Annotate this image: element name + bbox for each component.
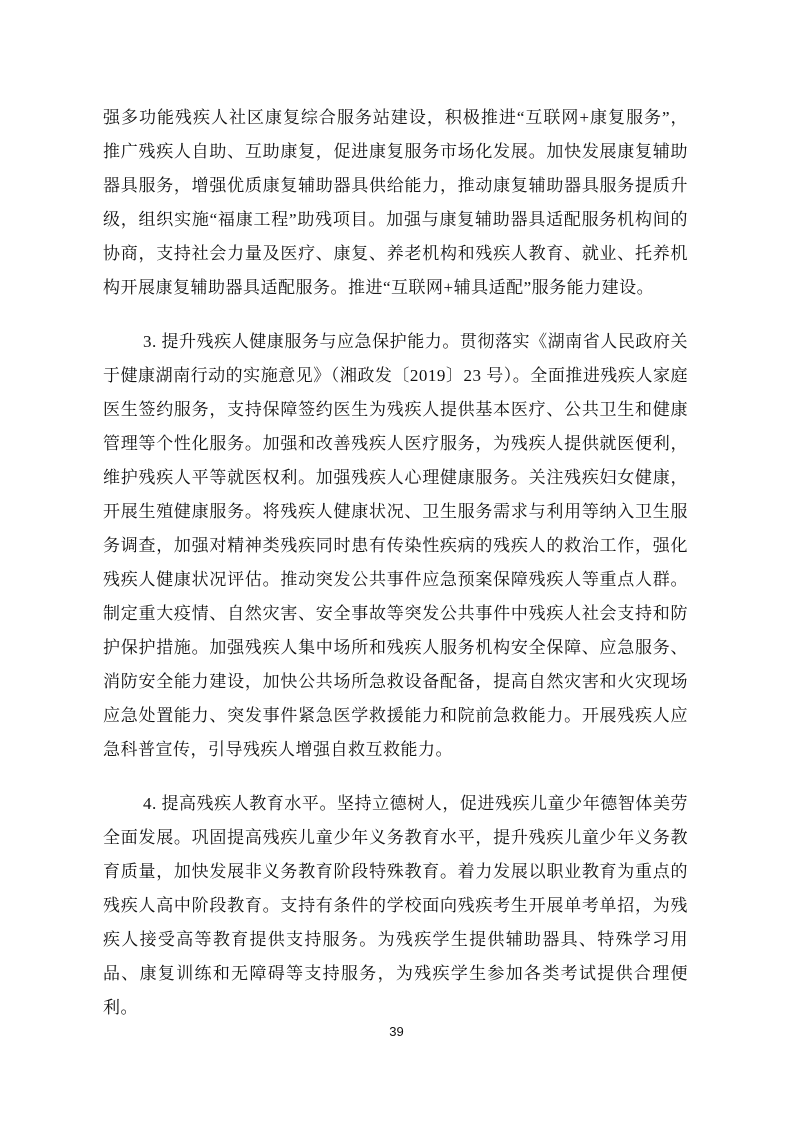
paragraph-education-level: 4. 提高残疾人教育水平。坚持立德树人，促进残疾儿童少年德智体美劳全面发展。巩固提高残疾儿童少年义务教育水平，提升残疾儿童少年义务教育质量，加快发展非义务教育阶段特殊教育。着力发展以职业教育为重点的残疾人高中阶段教育。支持有条件的学校面向残疾考生开展单考单招，为残疾人接受高等教育提供支持服务。为残疾学生提供辅助器具、特殊学习用品、康复训练和无障碍等支持服务，为残疾学生参加各类考试提供合理便利。 <box>103 794 688 1017</box>
page-body <box>103 101 688 1025</box>
paragraph-rehabilitation-services: 强多功能残疾人社区康复综合服务站建设，积极推进“互联网+康复服务”，推广残疾人自助、互助康复，促进康复服务市场化发展。加快发展康复辅助器具服务，增强优质康复辅助器具供给能力，推动康复辅助器具服务提质升级，组织实施“福康工程”助残项目。加强与康复辅助器具适配服务机构间的协商，支持社会力量及医疗、康复、养老机构和残疾人教育、就业、托养机构开展康复辅助器具适配服务。推进“互联网+辅具适配”服务能力建设。 <box>103 108 688 297</box>
paragraph-health-emergency-protection: 3. 提升残疾人健康服务与应急保护能力。贯彻落实《湖南省人民政府关于健康湖南行动的实施意见》（湘政发〔2019〕23 号）。全面推进残疾人家庭医生签约服务，支持保障签约医生为残疾人提供基本医疗、公共卫生和健康管理等个性化服务。加强和改善残疾人医疗服务，为残疾人提供就医便利，维护残疾人平等就医权利。加强残疾人心理健康服务。关注残疾妇女健康，开展生殖健康服务。将残疾人健康状况、卫生服务需求与利用等纳入卫生服务调查，加强对精神类残疾同时患有传染性疾病的残疾人的救治工作，强化残疾人健康状况评估。推动突发公共事件应急预案保障残疾人等重点人群。制定重大疫情、自然灾害、安全事故等突发公共事件中残疾人社会支持和防护保护措施。加强残疾人集中场所和残疾人服务机构安全保障、应急服务、消防安全能力建设，加快公共场所急救设备配备，提高自然灾害和火灾现场应急处置能力、突发事件紧急医学救援能力和院前急救能力。开展残疾人应急科普宣传，引导残疾人增强自救互救能力。 <box>103 332 688 759</box>
page-number: 39 <box>389 1024 404 1039</box>
